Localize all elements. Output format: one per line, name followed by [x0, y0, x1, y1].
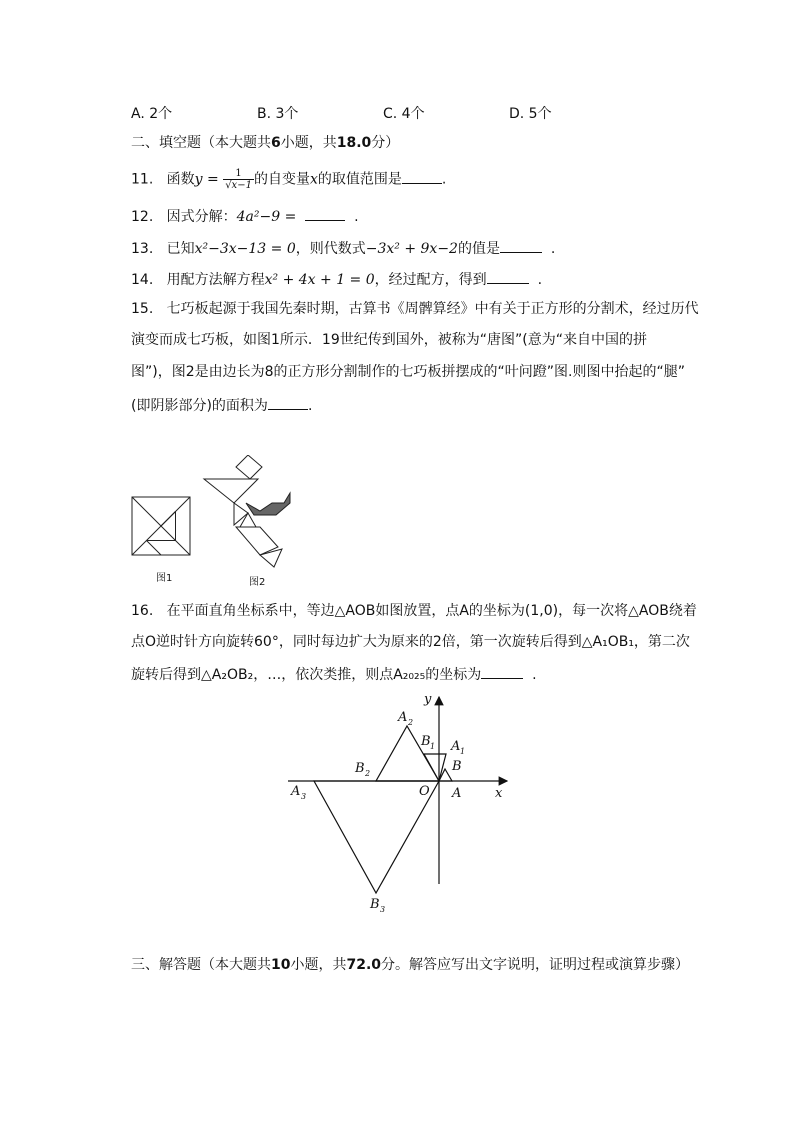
figure-1-caption: 图1: [156, 573, 173, 584]
question-14: 14. 用配方法解方程x² + 4x + 1 = 0，经过配方，得到 .: [131, 269, 542, 290]
x-axis-label: x: [495, 786, 503, 801]
option-c: C. 4个: [383, 106, 425, 122]
point-b-label: B: [452, 759, 462, 774]
point-a2-sub: 2: [408, 718, 414, 727]
section2-title: 二、填空题（本大题共6小题，共18.0分）: [131, 135, 400, 151]
question-16-line-3: 旋转后得到△A₂OB₂，…，依次类推，则点A₂₀₂₅的坐标为 .: [131, 664, 537, 685]
point-a1-sub: 1: [460, 747, 466, 756]
question-15-line-4: (即阴影部分)的面积为 .: [131, 395, 312, 416]
point-b2-sub: 2: [365, 769, 371, 778]
point-b1-label: B: [421, 734, 431, 749]
question-15-line-1: 15. 七巧板起源于我国先秦时期，古算书《周髀算经》中有关于正方形的分割术，经过历代: [131, 301, 699, 317]
triangle-a1ob1: [424, 754, 446, 781]
question-13: 13. 已知x²−3x−13 = 0，则代数式−3x² + 9x−2的值是 .: [131, 238, 555, 259]
question-11: 11. 函数y = $\frac{1}{√x-1}$ 的自变量x的取值范围是 .: [131, 168, 447, 191]
question-15-line-2: 演变而成七巧板，如图1所示．19世纪传到国外，被称为“唐图”(意为“来自中国的拼: [131, 332, 647, 348]
point-a2-label: A: [398, 710, 408, 725]
point-a-label: A: [452, 786, 462, 801]
point-b2-label: B: [355, 761, 365, 776]
question-15-line-3: 图”)，图2是由边长为8的正方形分割制作的七巧板拼摆成的“叶问蹬”图.则图中抬起的“腿”: [131, 364, 685, 380]
point-b3-label: B: [370, 897, 380, 912]
point-b3-sub: 3: [380, 905, 386, 914]
option-d: D. 5个: [509, 106, 552, 122]
point-b1-sub: 1: [430, 742, 436, 751]
option-b: B. 3个: [257, 106, 299, 122]
point-a1-label: A: [451, 739, 461, 754]
option-a: A. 2个: [131, 106, 173, 122]
section3-title: 三、解答题（本大题共10小题，共72.0分。解答应写出文字说明，证明过程或演算步骤）: [131, 957, 690, 973]
point-a3-label: A: [291, 784, 301, 799]
point-a3-sub: 3: [301, 792, 307, 801]
question-16-line-2: 点O逆时针方向旋转60°，同时每边扩大为原来的2倍，第一次旋转后得到△A₁OB₁，第二次: [131, 634, 690, 650]
question-16-line-1: 16. 在平面直角坐标系中，等边△AOB如图放置，点A的坐标为(1,0)，每一次将△AOB绕着: [131, 603, 697, 619]
fraction: $\frac{1}{√x-1}$: [225, 168, 252, 191]
question-12: 12. 因式分解：4a²−9 = .: [131, 206, 359, 227]
figure-2-caption: 图2: [249, 577, 266, 588]
y-axis-label: y: [424, 692, 432, 707]
origin-label: O: [419, 784, 430, 799]
